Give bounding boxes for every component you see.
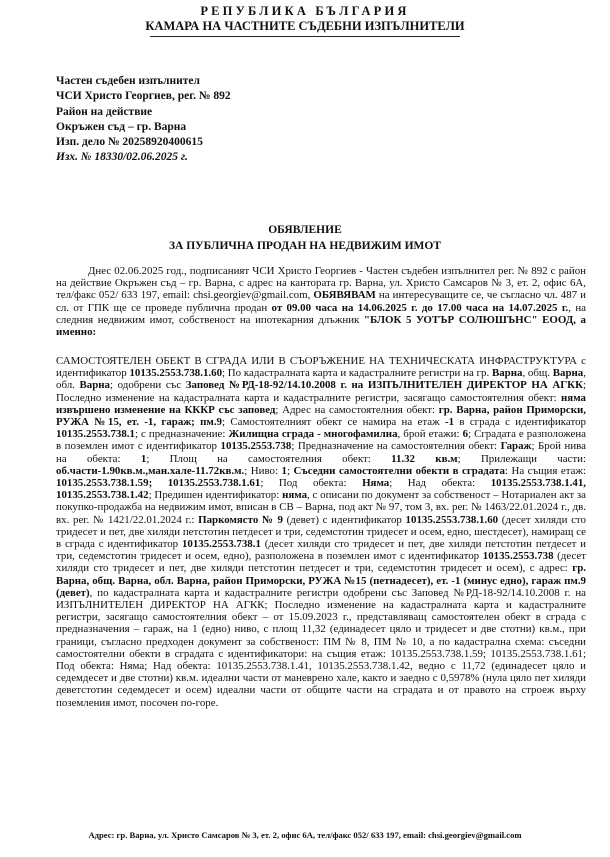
paragraph2-segment: ; Предназначение на самостоятелния обект: (291, 440, 501, 453)
paragraph2-segment: , с описани по документ за собственост – Нотариален акт за покупко-продажба на недвижим имот, вписан в СВ – Варна, под акт № 97, том 3, вх. рег. № 1463/22.01.2024 г., дв. вх. рег. № 1421/22.01.2024 г.: (56, 489, 587, 526)
paragraph2-segment: Жилищна сграда - многофамилна (228, 428, 398, 441)
paragraph2-segment: ; с предназначение: (134, 428, 229, 441)
announcement-paragraph (56, 265, 586, 338)
paragraph2-segment: Варна (552, 367, 584, 380)
paragraph2-segment: няма (282, 489, 308, 502)
paragraph2-segment: 10135.2553.738.1 (56, 428, 135, 441)
paragraph2-segment: ; Ниво: (244, 464, 282, 477)
title-line-2: ЗА ПУБЛИЧНА ПРОДАН НА НЕДВИЖИМ ИМОТ (168, 239, 442, 252)
paragraph2-segment: (десет хиляди сто тридесет и пет, две хиляди петстотин петдесет и три, седемстотин тридесет и осем, едно, шестдесет), намиращ се в сграда с идентификатор (56, 513, 586, 551)
paragraph2-segment: Паркомясто № 9 (198, 513, 283, 526)
paragraph2-segment: 10135.2553.738.1.60 (405, 513, 499, 526)
paragraph2-segment: в сграда с идентификатор (454, 416, 586, 429)
meta-line-case-number: Изп. дело № 20258920400615 (56, 136, 203, 149)
header-divider (150, 36, 460, 37)
paragraph2-segment: ; Над обекта: (389, 477, 491, 490)
meta-line-name: ЧСИ Христо Георгиев, рег. № 892 (56, 90, 231, 103)
paragraph2-segment: 1 (281, 464, 287, 477)
paragraph2-segment: 11.32 кв.м (391, 452, 458, 465)
paragraph2-segment: 10135.2553.738.1.59; 10135.2553.738.1.61 (56, 477, 261, 490)
header-republic: РЕПУБЛИКА БЪЛГАРИЯ (200, 4, 410, 18)
meta-line-outgoing-number: Изх. № 18330/02.06.2025 г. (56, 151, 188, 164)
paragraph2-segment: Заповед №РД-18-92/14.10.2008 г. на ИЗПЪЛНИТЕЛЕН ДИРЕКТОР НА АГКК (185, 379, 583, 392)
paragraph2-segment: (десет хиляди сто тридесет и пет, две хиляди петстотин петдесет и три, седемстотин тридесет и осем, едно), разположена в поземлен имот с идентификатор (56, 538, 586, 563)
paragraph2-segment: ; Последно изменение на кадастралната карта и кадастралните регистри, засягащо самостоятелния обект: (56, 379, 587, 404)
paragraph2-segment: ; Адрес на самостоятелния обект: (275, 403, 439, 416)
paragraph2-segment: ; По кадастралната карта и кадастралните регистри на гр. (222, 367, 492, 380)
paragraph2-segment: гр. Варна, общ. Варна, обл. Варна, район Приморски, РУЖА №15 (петнадесет), ет. -1 (минус едно), гараж пм.9 (девет) (56, 562, 586, 599)
paragraph2-segment: , обл. (56, 367, 586, 392)
bailiff-info (56, 74, 231, 166)
paragraph2-segment: об.части-1.90кв.м.,ман.хале-11.72кв.м. (56, 464, 245, 477)
paragraph2-segment: 1 (140, 452, 147, 465)
paragraph2-segment: няма извършено изменение на КККР със заповед (56, 391, 586, 416)
paragraph2-segment: , брой етажи: (397, 428, 463, 441)
paragraph2-segment: , общ. (522, 367, 553, 380)
paragraph2-segment: ; (286, 464, 294, 477)
paragraph2-segment: Варна (491, 367, 523, 380)
paragraph2-segment: 10135.2553.738.1.60 (129, 367, 223, 380)
paragraph2-segment: Съседни самостоятелни обекти в сградата (293, 464, 505, 477)
paragraph2-segment: ; Самостоятелният обект се намира на етаж (221, 416, 445, 429)
paragraph2-segment: 6 (462, 428, 469, 441)
paragraph2-segment: ; Площ на самостоятелния обект: (146, 452, 392, 465)
paragraph2-segment: , по кадастралната карта и кадастралните регистри одобрени със Заповед №РД-18-92/14.10.2008 г. на ИЗПЪЛНИТЕЛЕН ДИРЕКТОР НА АГКК; Последно изменение на кадастралната карта и кадастралните регистри, засягащо самостоятелния обект – от 15.09.2023 г., представляващ самостоятелен обект в сграда с предназначения – гараж, на 1 (едно) ниво, с площ 11,32 (единадесет цяло и тридесет и две стотни) кв.м., при граници, съгласно предходен документ за собственост: ПМ № 8, ПМ № 10, а по кадастрална схема: съседни самостоятелни обекти в сградата с идентификатори: на същия етаж: 10135.2553.738.1.59; 10135.2553.738.1.61; Под обекта: Няма; Над обекта: 10135.2553.738.1.41, 10135.2553.738.1.42, ведно с 11,72 (единадесет цяло и седемдесет и две стотни) кв.м. идеални части от маневрено хале, както и заедно с 0,5978% (нула цяло пет хиляди деветстотин седемдесет и осем) идеални части от общите части на сградата и от правото на строеж върху поземления имот, посочен по-горе. (56, 586, 586, 709)
paragraph2-segment: 10135.2553.738 (220, 440, 292, 453)
paragraph2-segment: Гараж (500, 440, 532, 453)
paragraph2-segment: ; Прилежащи части: (457, 452, 586, 465)
paragraph2-segment: (девет) с идентификатор (282, 513, 406, 526)
paragraph2-segment: -1 (444, 416, 455, 429)
paragraph2-segment: 10135.2553.738.1.41, 10135.2553.738.1.42 (56, 477, 586, 502)
paragraph2-segment: ; Брой нива на обекта: (56, 440, 586, 465)
paragraph2-segment: (десет хиляди сто тридесет и пет, две хиляди петстотин петдесет и три, седемстотин тридесет и осем), с адрес: (56, 550, 587, 575)
paragraph2-segment: Варна (79, 379, 110, 392)
meta-line-area-label: Район на действие (56, 105, 153, 118)
title-line-1: ОБЯВЛЕНИЕ (268, 224, 342, 236)
meta-line-role: Частен съдебен изпълнител (56, 75, 200, 87)
paragraph1-segment: , на следния недвижим имот, собственост на ипотекарния длъжник (56, 301, 586, 326)
paragraph2-segment: Няма (362, 477, 390, 490)
meta-line-court: Окръжен съд – гр. Варна (56, 120, 187, 133)
paragraph1-segment: от 09.00 часа на 14.06.2025 г. до 17.00 часа на 14.07.2025 г. (271, 301, 569, 314)
document-title (0, 223, 610, 254)
paragraph1-segment: Днес 02.06.2025 год., подписаният ЧСИ Христо Георгиев - Частен съдебен изпълнител рег. № 892 с район на действие Окръжен съд – гр. Варна, с адрес на кантората гр. Варна, ул. Христо Самсаров № 3, ет. 2, офис 6А, тел/факс 052/ 633 197, email: chsi.georgiev@gmail.com, (56, 265, 586, 302)
paragraph1-segment: ОБЯВЯВАМ (313, 289, 376, 302)
property-description-paragraph (56, 355, 586, 709)
paragraph2-segment: 10135.2553.738 (482, 550, 554, 563)
footer-address: Адрес: гр. Варна, ул. Христо Самсаров № 3, ет. 2, офис 6А, тел/факс 052/ 633 197, email: chsi.georgiev@gmail.com (88, 830, 522, 840)
paragraph1-segment: на интересуващите се, че съгласно чл. 487 и сл. от ГПК ще се проведе публична продан (56, 289, 586, 314)
paragraph2-segment: ; одобрени със (110, 379, 186, 392)
paragraph2-segment: ; Под обекта: (260, 477, 363, 490)
paragraph2-segment: САМОСТОЯТЕЛЕН ОБЕКТ В СГРАДА ИЛИ В СЪОРЪЖЕНИЕ НА ТЕХНИЧЕСКАТА ИНФРАСТРУКТУРА с идентификатор (56, 355, 586, 380)
paragraph2-segment: ; Предишен идентификатор: (148, 489, 283, 502)
paragraph2-segment: ; Сградата е разположена в поземлен имот с идентификатор (56, 428, 586, 453)
paragraph2-segment: 10135.2553.738.1 (181, 538, 261, 551)
header-chamber: КАМАРА НА ЧАСТНИТЕ СЪДЕБНИ ИЗПЪЛНИТЕЛИ (145, 19, 465, 33)
paragraph2-segment: : На същия етаж: (504, 464, 586, 477)
paragraph1-segment: "БЛОК 5 УОТЪР СОЛЮШЪНС" ЕООД, а именно: (56, 313, 586, 339)
paragraph2-segment: гр. Варна, район Приморски, РУЖА №15, ет. -1, гараж; пм.9 (56, 403, 586, 429)
